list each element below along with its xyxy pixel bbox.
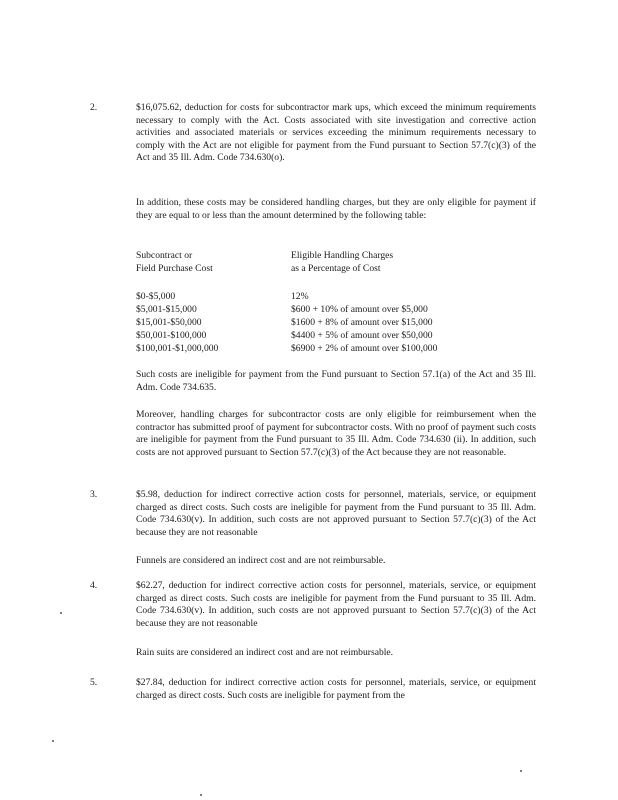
table-cell-range: $15,001-$50,000 <box>136 317 202 328</box>
table-row <box>136 317 536 329</box>
table-row <box>136 304 536 316</box>
scan-speck <box>60 612 62 614</box>
item-2-main-paragraph: $16,075.62, deduction for costs for subcontractor mark ups, which exceed the minimum requirements necessary to comply with the Act. Costs associated with site investigation and corrective action activities and associated materials or services exceeding the minimum requirements necessary to comply with the Act are not eligible for payment from the Fund pursuant to Section 57.7(c)(3) of the Act and 35 Ill. Adm. Code 734.630(o). <box>136 102 536 164</box>
table-cell-charge: $600 + 10% of amount over $5,000 <box>291 304 428 315</box>
item-3-note: Funnels are considered an indirect cost and are not reimbursable. <box>136 555 386 566</box>
item-3-main-paragraph: $5.98, deduction for indirect corrective action costs for personnel, materials, service, or equipment charged as direct costs. Such costs are ineligible for payment from the Fund pursuant to 35 Ill. Adm. Code 734.630(v). In addition, such costs are not approved pursuant to Section 57.7(c)(3) of the Act because they are not reasonable <box>136 489 536 538</box>
item-4-number: 4. <box>90 580 98 591</box>
scan-speck <box>52 740 54 742</box>
item-4-note: Rain suits are considered an indirect cost and are not reimbursable. <box>136 647 394 658</box>
table-header-handling-charges: Eligible Handling Charges as a Percentage of Cost <box>291 250 394 274</box>
item-2-intro-paragraph: In addition, these costs may be considered handling charges, but they are only eligible for payment if they are equal to or less than the amount determined by the following table: <box>136 197 536 221</box>
table-cell-range: $5,001-$15,000 <box>136 304 197 315</box>
item-4-main-paragraph: $62.27, deduction for indirect corrective action costs for personnel, materials, service, or equipment charged as direct costs. Such costs are ineligible for payment from the Fund pursuant to 35 Ill. Adm. Code 734.630(v). In addition, such costs are not approved pursuant to Section 57.7(c)(3) of the Act because they are not reasonable <box>136 580 536 629</box>
item-2-number: 2. <box>90 102 98 113</box>
item-2-moreover-paragraph: Moreover, handling charges for subcontractor costs are only eligible for reimbursement when the contractor has submitted proof of payment for subcontractor costs. With no proof of payment such costs are ineligible for payment from the Fund pursuant to 35 Ill. Adm. Code 734.630 (ii). In addition, such costs are not approved pursuant to Section 57.7(c)(3) of the Act because they are not reasonable. <box>136 409 536 458</box>
scan-speck <box>520 770 522 772</box>
table-cell-charge: $6900 + 2% of amount over $100,000 <box>291 343 438 354</box>
table-cell-charge: $1600 + 8% of amount over $15,000 <box>291 317 433 328</box>
table-row <box>136 291 536 303</box>
table-row <box>136 343 536 355</box>
table-row <box>136 330 536 342</box>
table-cell-charge: $4400 + 5% of amount over $50,000 <box>291 330 433 341</box>
item-5-main-paragraph: $27.84, deduction for indirect corrective action costs for personnel, materials, service, or equipment charged as direct costs. Such costs are ineligible for payment from the <box>136 677 536 701</box>
item-2-ineligible-paragraph: Such costs are ineligible for payment from the Fund pursuant to Section 57.1(a) of the Act and 35 Ill. Adm. Code 734.635. <box>136 369 536 393</box>
item-5-number: 5. <box>90 677 98 688</box>
table-cell-range: $100,001-$1,000,000 <box>136 343 219 354</box>
handling-table-header <box>136 250 536 276</box>
scan-speck <box>200 794 202 796</box>
item-3-number: 3. <box>90 489 98 500</box>
table-cell-range: $50,001-$100,000 <box>136 330 207 341</box>
table-cell-charge: 12% <box>291 291 309 302</box>
table-header-subcontract-cost: Subcontract or Field Purchase Cost <box>136 250 213 274</box>
table-cell-range: $0-$5,000 <box>136 291 176 302</box>
